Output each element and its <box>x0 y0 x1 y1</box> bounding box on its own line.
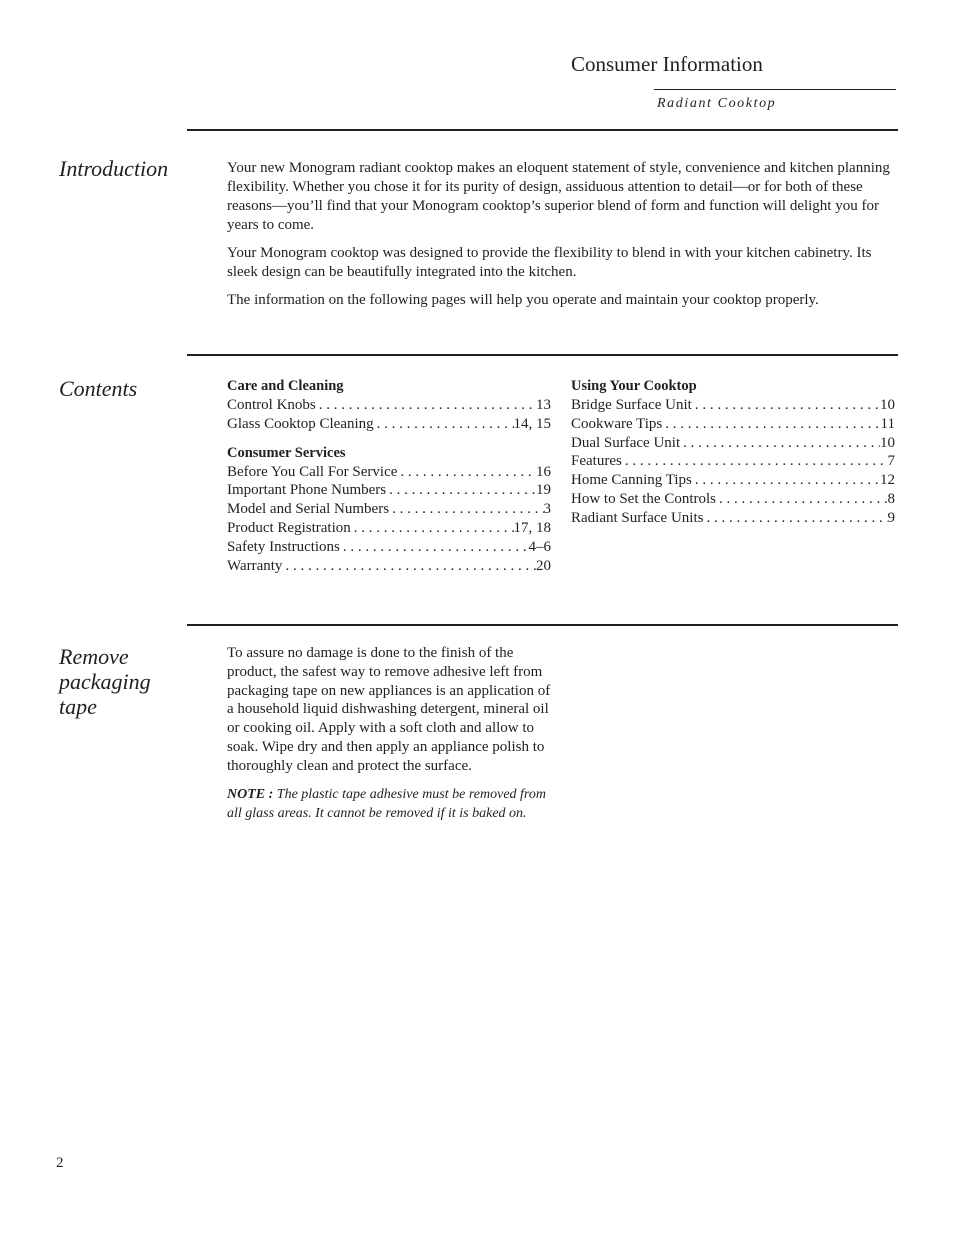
divider-introduction <box>187 129 898 131</box>
toc-entry: Warranty . . . 20 <box>227 557 551 576</box>
toc-entry: Model and Serial Numbers . . . 3 <box>227 500 551 519</box>
remove-tape-body <box>227 644 552 823</box>
divider-remove-tape <box>187 624 898 626</box>
contents-heading: Contents <box>59 376 138 401</box>
remove-tape-note <box>227 785 552 823</box>
toc-entry: How to Set the Controls . . . 8 <box>571 490 895 509</box>
remove-tape-heading: Remove packaging tape <box>59 644 151 719</box>
page-number: 2 <box>56 1155 64 1171</box>
toc-group-title: Care and Cleaning <box>227 378 344 394</box>
remove-tape-paragraph: To assure no damage is done to the finish of the product, the safest way to remove adhesive left from packaging tape on new appliances is an application of a household liquid dishwashing detergent, mineral oil or cooking oil. Apply with a soft cloth and allow to soak. Wipe dry and then apply an appliance polish to thoroughly clean and protect the surface. <box>227 645 551 774</box>
toc-entry: Important Phone Numbers . . . 19 <box>227 481 551 500</box>
toc-entry: Control Knobs . . . 13 <box>227 396 551 415</box>
introduction-body <box>227 159 899 319</box>
note-label: NOTE : <box>227 786 274 802</box>
toc-entry: Before You Call For Service . . . 16 <box>227 463 551 482</box>
toc-entry: Cookware Tips . . . 11 <box>571 415 895 434</box>
toc-entry: Dual Surface Unit . . . 10 <box>571 434 895 453</box>
introduction-paragraph: Your new Monogram radiant cooktop makes an eloquent statement of style, convenience and kitchen planning flexibility. Whether you chose it for its purity of design, assiduous attention to detail—or for both of these reasons—you’ll find that your Monogram cooktop’s superior blend of form and function will delight you for years to come. <box>227 160 890 233</box>
toc-entry: Safety Instructions . . . 4–6 <box>227 538 551 557</box>
product-subtitle: Radiant Cooktop <box>657 96 777 111</box>
toc-entry: Radiant Surface Units . . . 9 <box>571 509 895 528</box>
note-text: The plastic tape adhesive must be removed from all glass areas. It cannot be removed if it is baked on. <box>227 786 546 821</box>
contents-left-column <box>227 376 551 575</box>
divider-contents <box>187 354 898 356</box>
introduction-paragraph: Your Monogram cooktop was designed to provide the flexibility to blend in with your kitchen cabinetry. Its sleek design can be beautifully integrated into the kitchen. <box>227 245 872 280</box>
toc-entry: Bridge Surface Unit . . . 10 <box>571 396 895 415</box>
contents-right-column <box>571 376 895 528</box>
introduction-heading: Introduction <box>59 156 169 181</box>
toc-entry: Glass Cooktop Cleaning . . . 14, 15 <box>227 415 551 434</box>
toc-group-title: Using Your Cooktop <box>571 378 697 394</box>
introduction-paragraph: The information on the following pages will help you operate and maintain your cooktop properly. <box>227 292 819 308</box>
title-underline <box>654 89 896 90</box>
toc-entry: Home Canning Tips . . . 12 <box>571 471 895 490</box>
toc-group-title: Consumer Services <box>227 444 346 461</box>
toc-entry: Features . . . 7 <box>571 452 895 471</box>
toc-entry: Product Registration . . . 17, 18 <box>227 519 551 538</box>
section-title: Consumer Information <box>571 52 763 76</box>
